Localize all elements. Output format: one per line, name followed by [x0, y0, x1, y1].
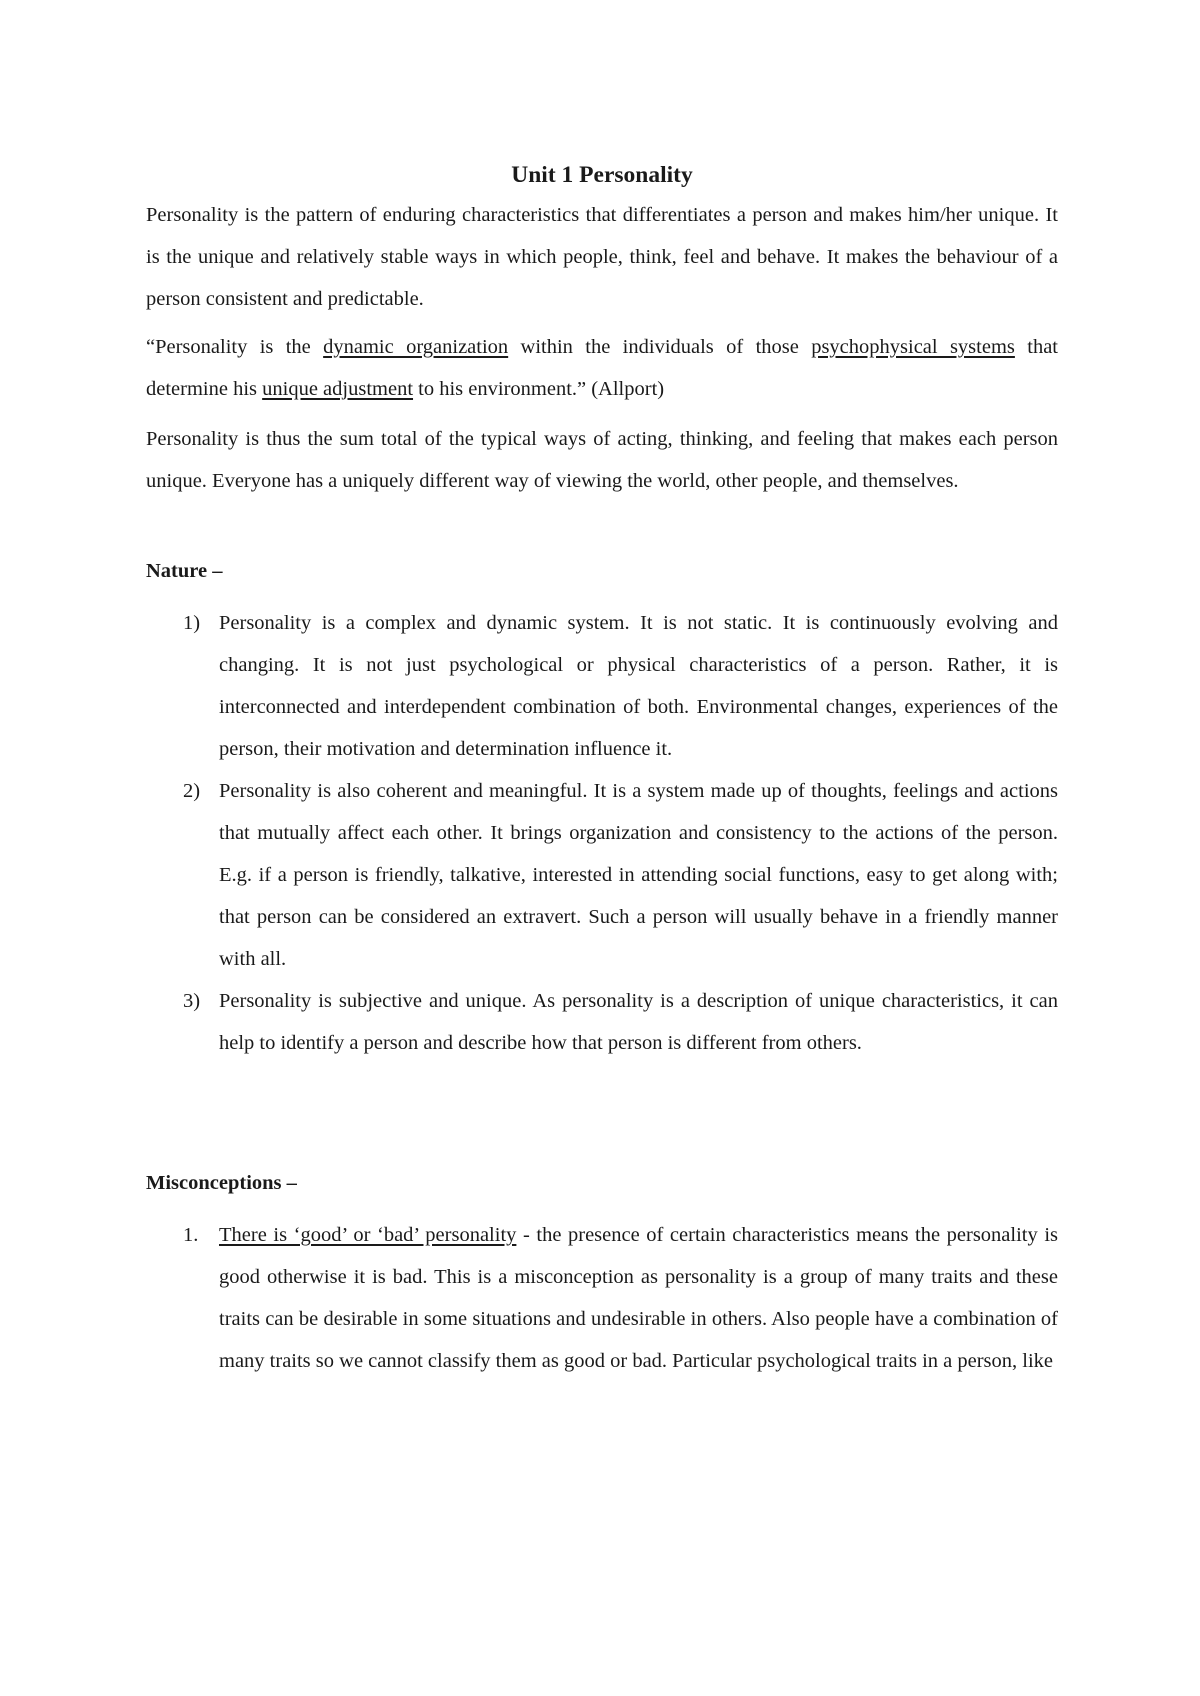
quote-underline-unique-adjustment: unique adjustment — [262, 378, 414, 400]
intro-paragraph: Personality is the pattern of enduring characteristics that differentiates a person and makes him/her unique. It is the unique and relatively stable ways in which people, think, feel and behave. It makes the behaviour of a person consistent and predictable. — [146, 204, 1058, 310]
quote-text-3: that determine his — [146, 336, 1058, 400]
list-item-text: Personality is a complex and dynamic system. It is not static. It is continuously evolving and changing. It is not just psychological or physical characteristics of a person. Rather, it is interconnected and interdependent combination of both. Environmental changes, experiences of the person, their motivation and determination influence it. — [219, 612, 1058, 760]
list-item-text: Personality is also coherent and meaningful. It is a system made up of thoughts, feelings and actions that mutually affect each other. It brings organization and consistency to the actions of the person. E.g. if a person is friendly, talkative, interested in attending social functions, easy to get along with; that person can be considered an extravert. Such a person will usually behave in a friendly manner with all. — [219, 780, 1058, 970]
list-item — [146, 1214, 1058, 1382]
quote-text-1: “Personality is the — [146, 336, 324, 358]
quote-text-2: within the individuals of those — [508, 336, 812, 358]
page-title: Unit 1 Personality — [511, 162, 693, 188]
misconceptions-list — [146, 1214, 1058, 1382]
list-item-number: 3) — [183, 990, 201, 1012]
list-item-text: Personality is subjective and unique. As personality is a description of unique characteristics, it can help to identify a person and describe how that person is different from others. — [219, 990, 1058, 1054]
nature-list — [146, 602, 1058, 1064]
summary-paragraph: Personality is thus the sum total of the typical ways of acting, thinking, and feeling that makes each person unique. Everyone has a uniquely different way of viewing the world, other people, and themselves. — [146, 428, 1058, 492]
list-item-number: 1. — [183, 1224, 199, 1246]
list-item — [146, 770, 1058, 980]
list-item-number: 1) — [183, 612, 201, 634]
list-item — [146, 602, 1058, 770]
list-item-number: 2) — [183, 780, 201, 802]
nature-heading: Nature – — [146, 560, 223, 582]
allport-quote — [146, 326, 1058, 410]
quote-underline-dynamic-organization: dynamic organization — [323, 336, 509, 358]
quote-underline-psychophysical-systems: psychophysical systems — [811, 336, 1015, 358]
list-item-text: - the presence of certain characteristics means the personality is good otherwise it is bad. This is a misconception as personality is a group of many traits and these traits can be desirable in some situations and undesirable in others. Also people have a combination of many traits so we cannot classify them as good or bad. Particular psychological traits in a person, like — [219, 1224, 1058, 1372]
misconception-title: There is ‘good’ or ‘bad’ personality — [219, 1224, 517, 1246]
list-item — [146, 980, 1058, 1064]
quote-text-4: to his environment.” (Allport) — [413, 378, 665, 400]
misconceptions-heading: Misconceptions – — [146, 1172, 297, 1194]
